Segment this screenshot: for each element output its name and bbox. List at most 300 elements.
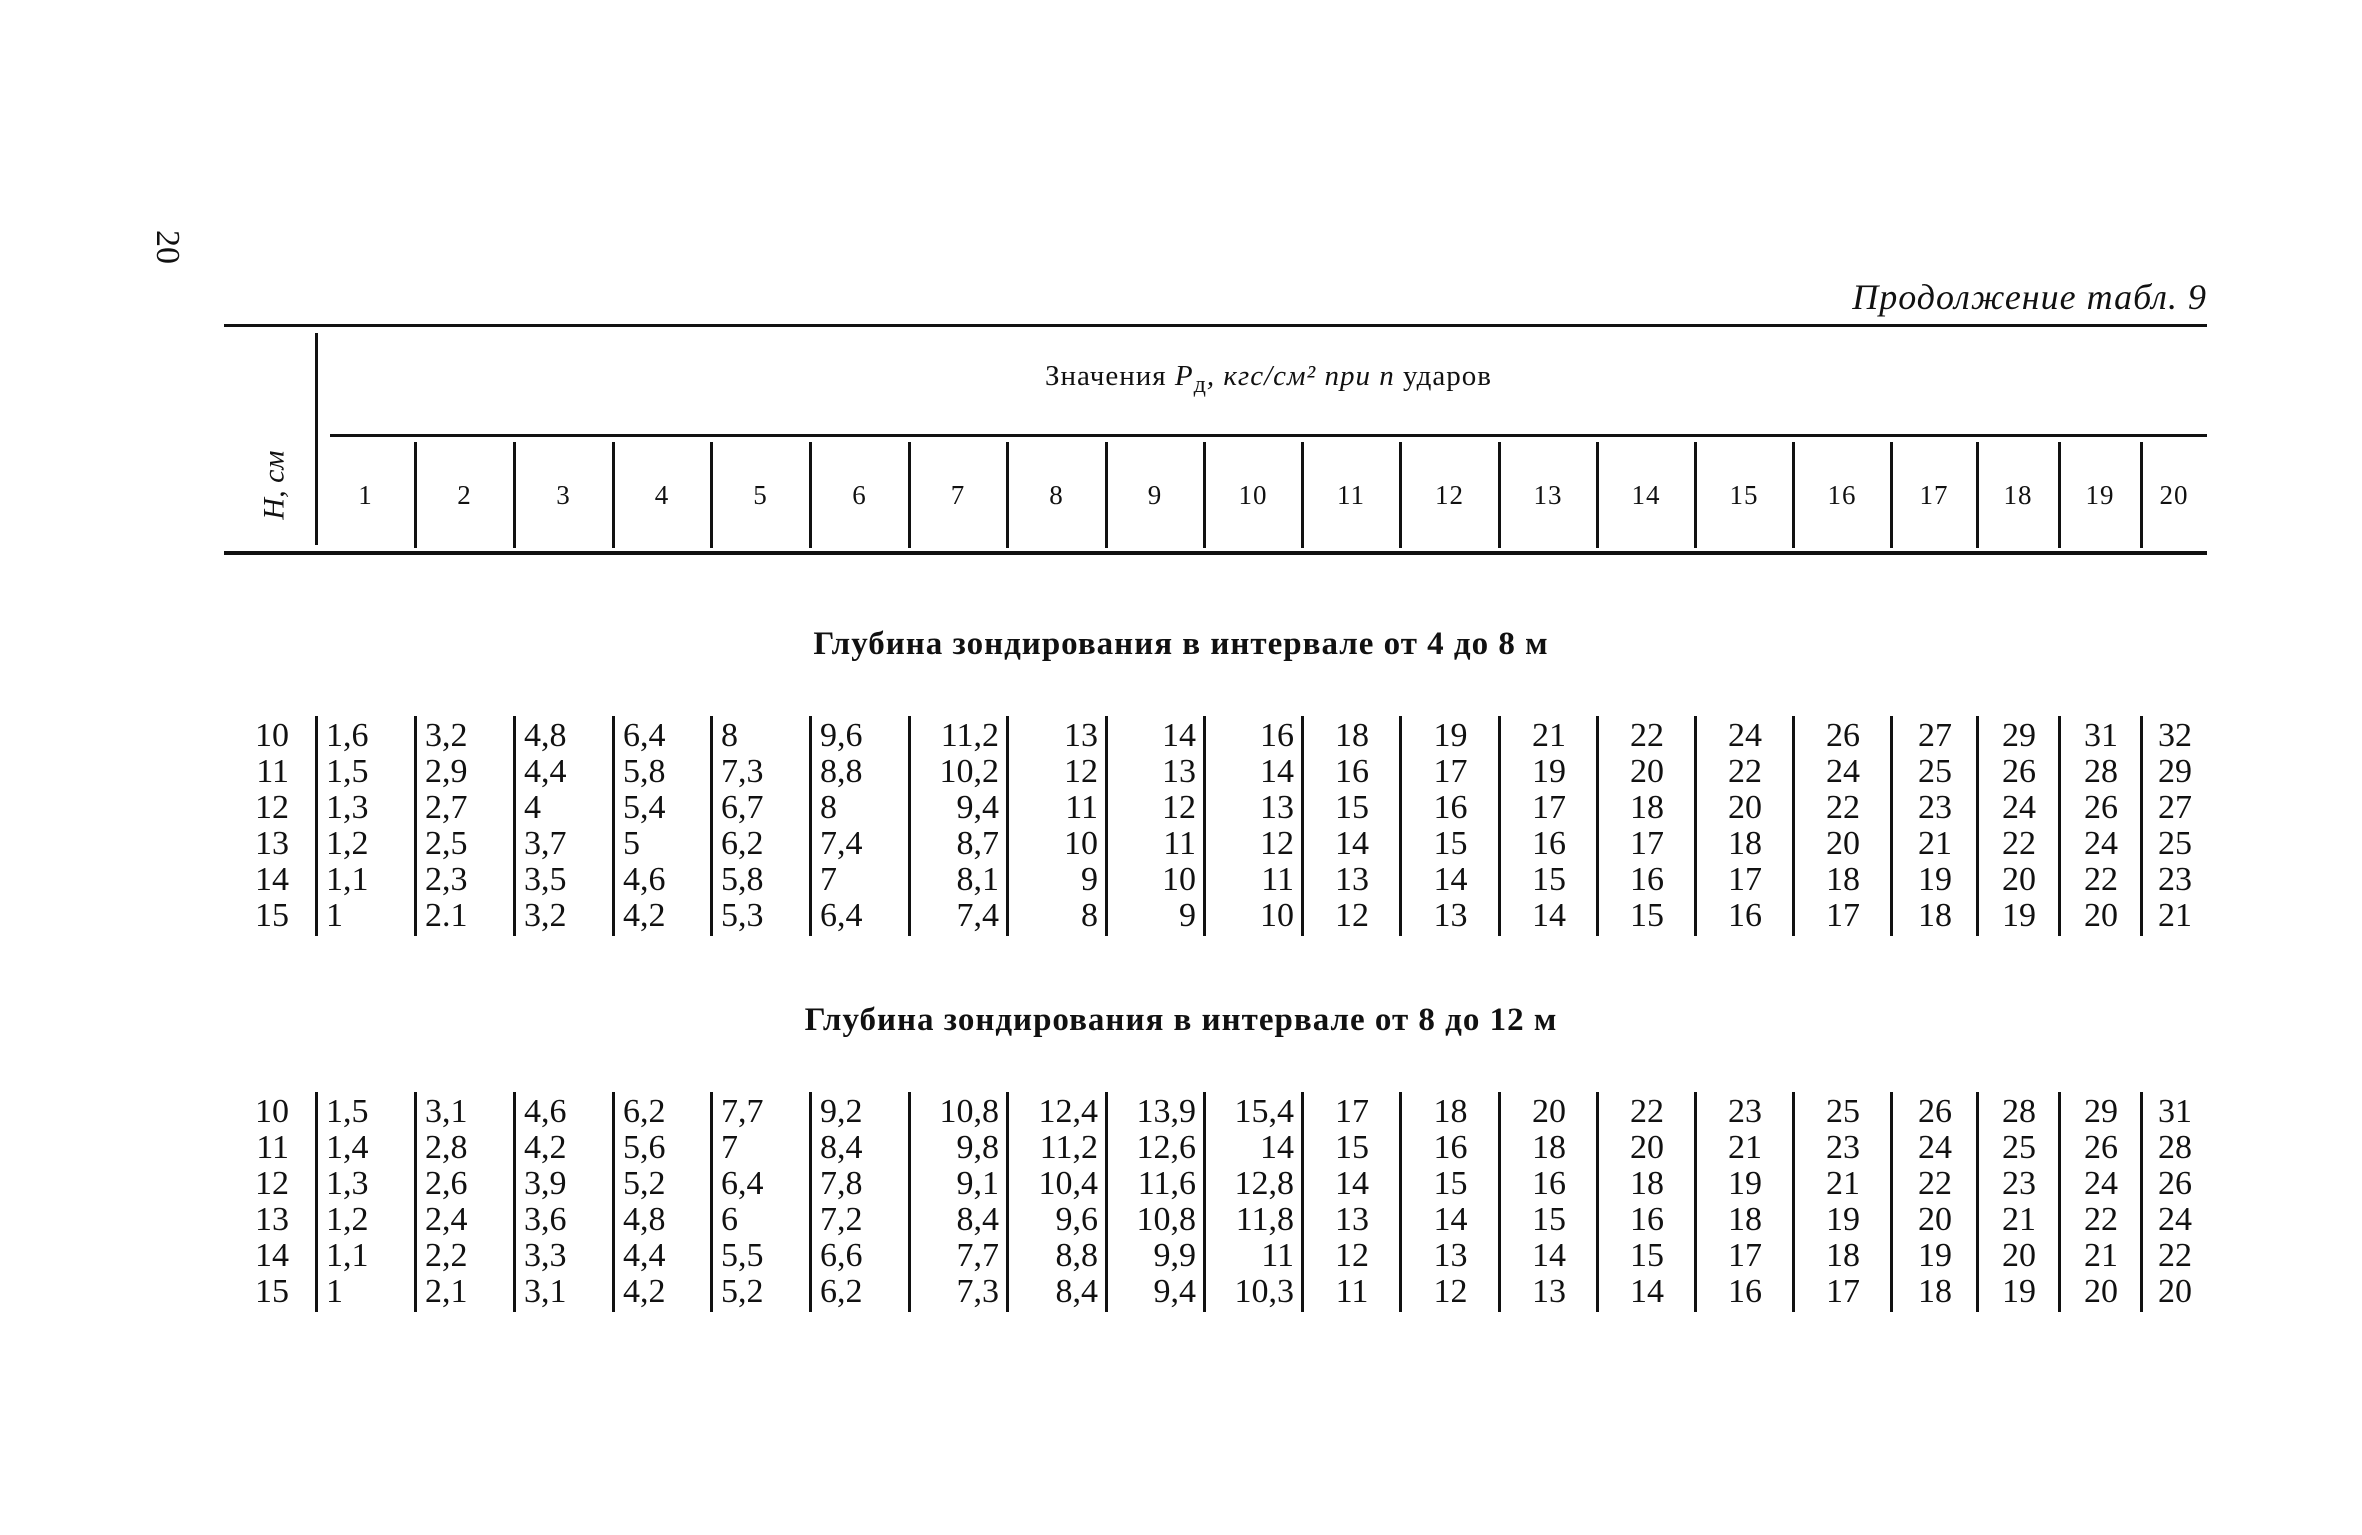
table-cell: 17: [1335, 1093, 1369, 1130]
column-header-16: 16: [1827, 479, 1857, 510]
table-cell: 11,8: [1235, 1201, 1294, 1238]
table-cell: 8,8: [820, 753, 863, 790]
table-cell: 14: [1433, 1201, 1468, 1238]
table-cell: 22: [1826, 789, 1860, 826]
table-cell: 20: [1630, 1129, 1664, 1166]
table-cell: 16: [1630, 861, 1664, 898]
table-cell: 6,2: [721, 825, 764, 862]
table-cell: 26: [2084, 1129, 2118, 1166]
column-divider: [1596, 442, 1599, 548]
table-cell: 7,4: [956, 897, 999, 934]
row-depth: 15: [255, 897, 289, 934]
column-divider: [1976, 442, 1979, 548]
row-depth: 14: [255, 1237, 289, 1274]
column-divider: [1498, 442, 1501, 548]
table-cell: 7: [721, 1129, 738, 1166]
table-cell: 12,6: [1136, 1129, 1196, 1166]
table-cell: 12: [1260, 825, 1294, 862]
table-cell: 19: [1532, 753, 1566, 790]
row-depth: 11: [256, 753, 289, 790]
table-cell: 21: [1918, 825, 1952, 862]
table-cell: 2,7: [425, 789, 468, 826]
row-depth: 12: [255, 1165, 289, 1202]
column-header-8: 8: [1049, 479, 1064, 510]
table-cell: 16: [1433, 1129, 1468, 1166]
table-cell: 26: [1918, 1093, 1952, 1130]
table-cell: 23: [1826, 1129, 1860, 1166]
column-header-17: 17: [1919, 479, 1949, 510]
table-cell: 12,4: [1038, 1093, 1098, 1130]
row-depth: 11: [256, 1129, 289, 1166]
table-cell: 18: [1335, 717, 1369, 754]
table-cell: 14: [1260, 753, 1294, 790]
table-cell: 2,6: [425, 1165, 468, 1202]
table-cell: 9: [1081, 861, 1098, 898]
table-cell: 11: [1335, 1273, 1369, 1310]
table-cell: 24: [2084, 1165, 2118, 1202]
table-cell: 8,4: [956, 1201, 999, 1238]
table-cell: 9: [1179, 897, 1196, 934]
table-cell: 24: [1728, 717, 1762, 754]
table-cell: 10: [1064, 825, 1098, 862]
table-cell: 1,1: [326, 861, 369, 898]
header-subscript: д: [1193, 370, 1207, 398]
table-cell: 1,4: [326, 1129, 369, 1166]
table-cell: 6,4: [623, 717, 666, 754]
table-cell: 20: [2158, 1273, 2192, 1310]
table-cell: 25: [2002, 1129, 2036, 1166]
table-row: [224, 1166, 2207, 1202]
table-cell: 29: [2002, 717, 2036, 754]
table-cell: 6,4: [820, 897, 863, 934]
column-divider: [1792, 442, 1795, 548]
table-cell: 6,2: [820, 1273, 863, 1310]
row-depth: 13: [255, 825, 289, 862]
column-header-20: 20: [2159, 479, 2189, 510]
table-cell: 12: [1433, 1273, 1468, 1310]
table-cell: 20: [1728, 789, 1762, 826]
table-cell: 2,4: [425, 1201, 468, 1238]
table-cell: 18: [1630, 789, 1664, 826]
column-header-19: 19: [2085, 479, 2115, 510]
header-units: , кгс/см² при: [1206, 360, 1371, 392]
table-row: [224, 754, 2207, 790]
table-cell: 5,8: [721, 861, 764, 898]
table-cell: 4,8: [524, 717, 567, 754]
column-header-6: 6: [852, 479, 867, 510]
table-row: [224, 1094, 2207, 1130]
table-cell: 8: [721, 717, 738, 754]
table-cell: 22: [1728, 753, 1762, 790]
table-cell: 5,4: [623, 789, 666, 826]
table-cell: 16: [1532, 825, 1566, 862]
table-cell: 9,1: [956, 1165, 999, 1202]
table-cell: 14: [1335, 825, 1369, 862]
table-cell: 7,2: [820, 1201, 863, 1238]
table-cell: 18: [1826, 1237, 1860, 1274]
table-cell: 12: [1335, 897, 1369, 934]
table-cell: 14: [1630, 1273, 1664, 1310]
column-divider: [1006, 442, 1009, 548]
row-depth: 10: [255, 717, 289, 754]
table-cell: 14: [1532, 1237, 1566, 1274]
column-divider: [809, 442, 812, 548]
table-cell: 23: [1728, 1093, 1762, 1130]
table-cell: 16: [1630, 1201, 1664, 1238]
table-cell: 11,2: [940, 717, 999, 754]
table-cell: 9,9: [1153, 1237, 1196, 1274]
table-cell: 5: [623, 825, 640, 862]
table-cell: 19: [1826, 1201, 1860, 1238]
data-block-4-8: [224, 718, 2207, 934]
column-header-5: 5: [753, 479, 768, 510]
table-cell: 13: [1532, 1273, 1566, 1310]
table-cell: 19: [1728, 1165, 1762, 1202]
table-row: [224, 790, 2207, 826]
table-cell: 2,5: [425, 825, 468, 862]
table-cell: 1,6: [326, 717, 369, 754]
table-cell: 9,4: [956, 789, 999, 826]
table-cell: 6,7: [721, 789, 764, 826]
table-cell: 7,7: [721, 1093, 764, 1130]
table-cell: 3,1: [425, 1093, 468, 1130]
table-row: [224, 1238, 2207, 1274]
table-cell: 12: [1064, 753, 1098, 790]
table-cell: 15: [1433, 825, 1468, 862]
table-cell: 26: [2084, 789, 2118, 826]
table-cell: 15: [1433, 1165, 1468, 1202]
table-cell: 3,7: [524, 825, 567, 862]
table-cell: 1,1: [326, 1237, 369, 1274]
table-cell: 4,4: [623, 1237, 666, 1274]
column-divider: [513, 442, 516, 548]
table-cell: 2,3: [425, 861, 468, 898]
table-cell: 20: [2002, 1237, 2036, 1274]
column-header-4: 4: [654, 479, 670, 510]
table-cell: 25: [1826, 1093, 1860, 1130]
table-cell: 18: [1433, 1093, 1468, 1130]
table-cell: 15: [1335, 789, 1369, 826]
table-cell: 19: [1918, 1237, 1952, 1274]
column-divider: [414, 442, 417, 548]
column-divider: [1694, 442, 1697, 548]
table-cell: 15,4: [1234, 1093, 1294, 1130]
data-block-8-12: [224, 1094, 2207, 1310]
table-cell: 1,3: [326, 789, 369, 826]
stub-header: [240, 430, 310, 540]
table-cell: 5,2: [623, 1165, 666, 1202]
table-cell: 20: [2002, 861, 2036, 898]
column-divider: [2140, 442, 2143, 548]
table-cell: 18: [1826, 861, 1860, 898]
table-cell: 9,8: [956, 1129, 999, 1166]
column-divider: [710, 442, 713, 548]
table-cell: 7,4: [820, 825, 863, 862]
table-cell: 6,2: [623, 1093, 666, 1130]
table-cell: 5,8: [623, 753, 666, 790]
table-cell: 17: [1433, 753, 1468, 790]
table-row: [224, 1274, 2207, 1310]
table-cell: 1: [326, 1273, 343, 1310]
table-cell: 7,7: [956, 1237, 999, 1274]
column-header-9: 9: [1147, 479, 1163, 510]
table-cell: 13: [1335, 1201, 1369, 1238]
table-cell: 4,2: [524, 1129, 567, 1166]
table-cell: 22: [1918, 1165, 1952, 1202]
column-divider: [2058, 442, 2061, 548]
table-cell: 8,4: [1055, 1273, 1098, 1310]
table-row: [224, 1130, 2207, 1166]
table-cell: 26: [2002, 753, 2036, 790]
table-cell: 23: [2002, 1165, 2036, 1202]
table-cell: 3,1: [524, 1273, 567, 1310]
table-row: [224, 826, 2207, 862]
header-bottom-rule: [224, 551, 2207, 555]
row-depth: 10: [255, 1093, 289, 1130]
stub-header-label: H, см: [257, 450, 291, 520]
table-cell: 4,2: [623, 1273, 666, 1310]
table-cell: 8: [1081, 897, 1098, 934]
table-cell: 10: [1162, 861, 1196, 898]
column-header-10: 10: [1238, 479, 1268, 510]
header-title: [330, 360, 2207, 399]
table-cell: 22: [2002, 825, 2036, 862]
table-cell: 22: [1630, 1093, 1664, 1130]
table-cell: 2,8: [425, 1129, 468, 1166]
table-cell: 17: [1532, 789, 1566, 826]
table-cell: 18: [1918, 1273, 1952, 1310]
column-header-11: 11: [1337, 479, 1365, 510]
table-cell: 5,2: [721, 1273, 764, 1310]
table-cell: 17: [1826, 897, 1860, 934]
table-cell: 15: [1335, 1129, 1369, 1166]
table-cell: 17: [1728, 861, 1762, 898]
table-cell: 10: [1260, 897, 1294, 934]
table-cell: 13: [1162, 753, 1196, 790]
table-cell: 5,6: [623, 1129, 666, 1166]
table-cell: 11: [1261, 1237, 1294, 1274]
table-cell: 3,6: [524, 1201, 567, 1238]
column-divider: [1890, 442, 1893, 548]
column-header-12: 12: [1435, 479, 1464, 510]
table-cell: 8,8: [1055, 1237, 1098, 1274]
table-cell: 13: [1433, 897, 1468, 934]
table-cell: 11: [1065, 789, 1098, 826]
table-cell: 17: [1728, 1237, 1762, 1274]
table-cell: 10,8: [1136, 1201, 1196, 1238]
table-cell: 10,3: [1234, 1273, 1294, 1310]
table-cell: 1,3: [326, 1165, 369, 1202]
table-cell: 28: [2158, 1129, 2192, 1166]
table-cell: 25: [1918, 753, 1952, 790]
column-divider: [612, 442, 615, 548]
table-cell: 15: [1532, 1201, 1566, 1238]
column-header-13: 13: [1533, 479, 1563, 510]
row-depth: 12: [255, 789, 289, 826]
table-cell: 4,6: [623, 861, 666, 898]
table-cell: 29: [2158, 753, 2192, 790]
table-cell: 12,8: [1234, 1165, 1294, 1202]
table-cell: 24: [2084, 825, 2118, 862]
table-cell: 3,5: [524, 861, 567, 898]
table-cell: 3,3: [524, 1237, 567, 1274]
table-cell: 26: [2158, 1165, 2192, 1202]
table-cell: 2.1: [425, 897, 468, 934]
table-cell: 22: [2158, 1237, 2192, 1274]
table-cell: 19: [1918, 861, 1952, 898]
table-cell: 1,5: [326, 753, 369, 790]
table-cell: 22: [1630, 717, 1664, 754]
table-cell: 22: [2084, 861, 2118, 898]
table-cell: 2,2: [425, 1237, 468, 1274]
table-cell: 10,4: [1038, 1165, 1098, 1202]
table-cell: 6: [721, 1201, 738, 1238]
table-cell: 11: [1163, 825, 1196, 862]
table-cell: 28: [2084, 753, 2118, 790]
table-cell: 3,2: [524, 897, 567, 934]
table-cell: 19: [2002, 897, 2036, 934]
table-cell: 21: [2084, 1237, 2118, 1274]
table-cell: 28: [2002, 1093, 2036, 1130]
table-cell: 14: [1335, 1165, 1369, 1202]
table-row: [224, 898, 2207, 934]
table-cell: 11,6: [1137, 1165, 1196, 1202]
table-caption: Продолжение табл. 9: [1852, 277, 2207, 317]
header-symbol: P: [1174, 360, 1194, 392]
table-cell: 9,2: [820, 1093, 863, 1130]
table-cell: 20: [2084, 1273, 2118, 1310]
header-title-suffix: ударов: [1403, 360, 1492, 392]
table-cell: 24: [2002, 789, 2036, 826]
table-cell: 23: [1918, 789, 1952, 826]
table-cell: 20: [1918, 1201, 1952, 1238]
table-cell: 2,9: [425, 753, 468, 790]
row-depth: 14: [255, 861, 289, 898]
table-cell: 21: [2002, 1201, 2036, 1238]
table-top-rule: [224, 324, 2207, 327]
table-cell: 31: [2084, 717, 2118, 754]
table-cell: 17: [1826, 1273, 1860, 1310]
table-cell: 5,5: [721, 1237, 764, 1274]
table-cell: 5,3: [721, 897, 764, 934]
table-cell: 16: [1433, 789, 1468, 826]
table-cell: 1: [326, 897, 343, 934]
column-header-14: 14: [1631, 479, 1661, 510]
table-cell: 21: [1728, 1129, 1762, 1166]
header-n: n: [1379, 360, 1395, 392]
table-cell: 31: [2158, 1093, 2192, 1130]
table-cell: 6,6: [820, 1237, 863, 1274]
table-cell: 20: [1630, 753, 1664, 790]
column-header-18: 18: [2003, 479, 2033, 510]
table-cell: 12: [1335, 1237, 1369, 1274]
table-cell: 4,6: [524, 1093, 567, 1130]
table-cell: 17: [1630, 825, 1664, 862]
table-cell: 20: [1532, 1093, 1566, 1130]
table-cell: 4: [524, 789, 541, 826]
table-cell: 9,6: [1055, 1201, 1098, 1238]
table-cell: 14: [1433, 861, 1468, 898]
table-cell: 14: [1532, 897, 1566, 934]
table-cell: 8: [820, 789, 837, 826]
table-cell: 15: [1532, 861, 1566, 898]
table-cell: 3,9: [524, 1165, 567, 1202]
column-divider: [908, 442, 911, 548]
table-cell: 15: [1630, 1237, 1664, 1274]
table-cell: 21: [1532, 717, 1566, 754]
table-cell: 13: [1433, 1237, 1468, 1274]
table-cell: 16: [1335, 753, 1369, 790]
table-cell: 1,5: [326, 1093, 369, 1130]
table-cell: 3,2: [425, 717, 468, 754]
column-header-1: 1: [358, 479, 373, 510]
table-cell: 12: [1162, 789, 1196, 826]
table-cell: 13: [1260, 789, 1294, 826]
table-cell: 18: [1532, 1129, 1566, 1166]
table-cell: 19: [1433, 717, 1468, 754]
table-cell: 16: [1532, 1165, 1566, 1202]
table-cell: 2,1: [425, 1273, 468, 1310]
table-cell: 23: [2158, 861, 2192, 898]
table-row: [224, 1202, 2207, 1238]
table-cell: 1,2: [326, 1201, 369, 1238]
row-depth: 13: [255, 1201, 289, 1238]
table-cell: 21: [2158, 897, 2192, 934]
table-cell: 32: [2158, 717, 2192, 754]
table-cell: 4,4: [524, 753, 567, 790]
table-cell: 19: [2002, 1273, 2036, 1310]
column-divider: [1105, 442, 1108, 548]
table-cell: 27: [1918, 717, 1952, 754]
table-cell: 7: [820, 861, 837, 898]
row-depth: 15: [255, 1273, 289, 1310]
table-cell: 8,4: [820, 1129, 863, 1166]
table-cell: 14: [1162, 717, 1196, 754]
table-cell: 24: [2158, 1201, 2192, 1238]
table-cell: 21: [1826, 1165, 1860, 1202]
column-divider: [1399, 442, 1402, 548]
section-title-8-12: Глубина зондирования в интервале от 8 до 12 м: [804, 1002, 1558, 1038]
table-cell: 18: [1630, 1165, 1664, 1202]
table-cell: 18: [1728, 1201, 1762, 1238]
table-cell: 14: [1260, 1129, 1294, 1166]
table-cell: 15: [1630, 897, 1664, 934]
table-cell: 26: [1826, 717, 1860, 754]
section-title-4-8: Глубина зондирования в интервале от 4 до 8 м: [813, 626, 1549, 662]
table-cell: 20: [2084, 897, 2118, 934]
table-cell: 24: [1918, 1129, 1952, 1166]
table-cell: 18: [1918, 897, 1952, 934]
table-cell: 11: [1261, 861, 1294, 898]
table-cell: 13: [1064, 717, 1098, 754]
table-cell: 6,4: [721, 1165, 764, 1202]
table-cell: 8,7: [956, 825, 999, 862]
column-header-15: 15: [1729, 479, 1759, 510]
table-cell: 13,9: [1136, 1093, 1196, 1130]
table-row: [224, 862, 2207, 898]
table-cell: 16: [1728, 897, 1762, 934]
table-cell: 1,2: [326, 825, 369, 862]
column-header-7: 7: [950, 479, 966, 510]
table-cell: 13: [1335, 861, 1369, 898]
table-cell: 10,8: [939, 1093, 999, 1130]
table-cell: 25: [2158, 825, 2192, 862]
table-cell: 24: [1826, 753, 1860, 790]
table-cell: 18: [1728, 825, 1762, 862]
table-cell: 7,8: [820, 1165, 863, 1202]
table-row: [224, 718, 2207, 754]
table-cell: 22: [2084, 1201, 2118, 1238]
